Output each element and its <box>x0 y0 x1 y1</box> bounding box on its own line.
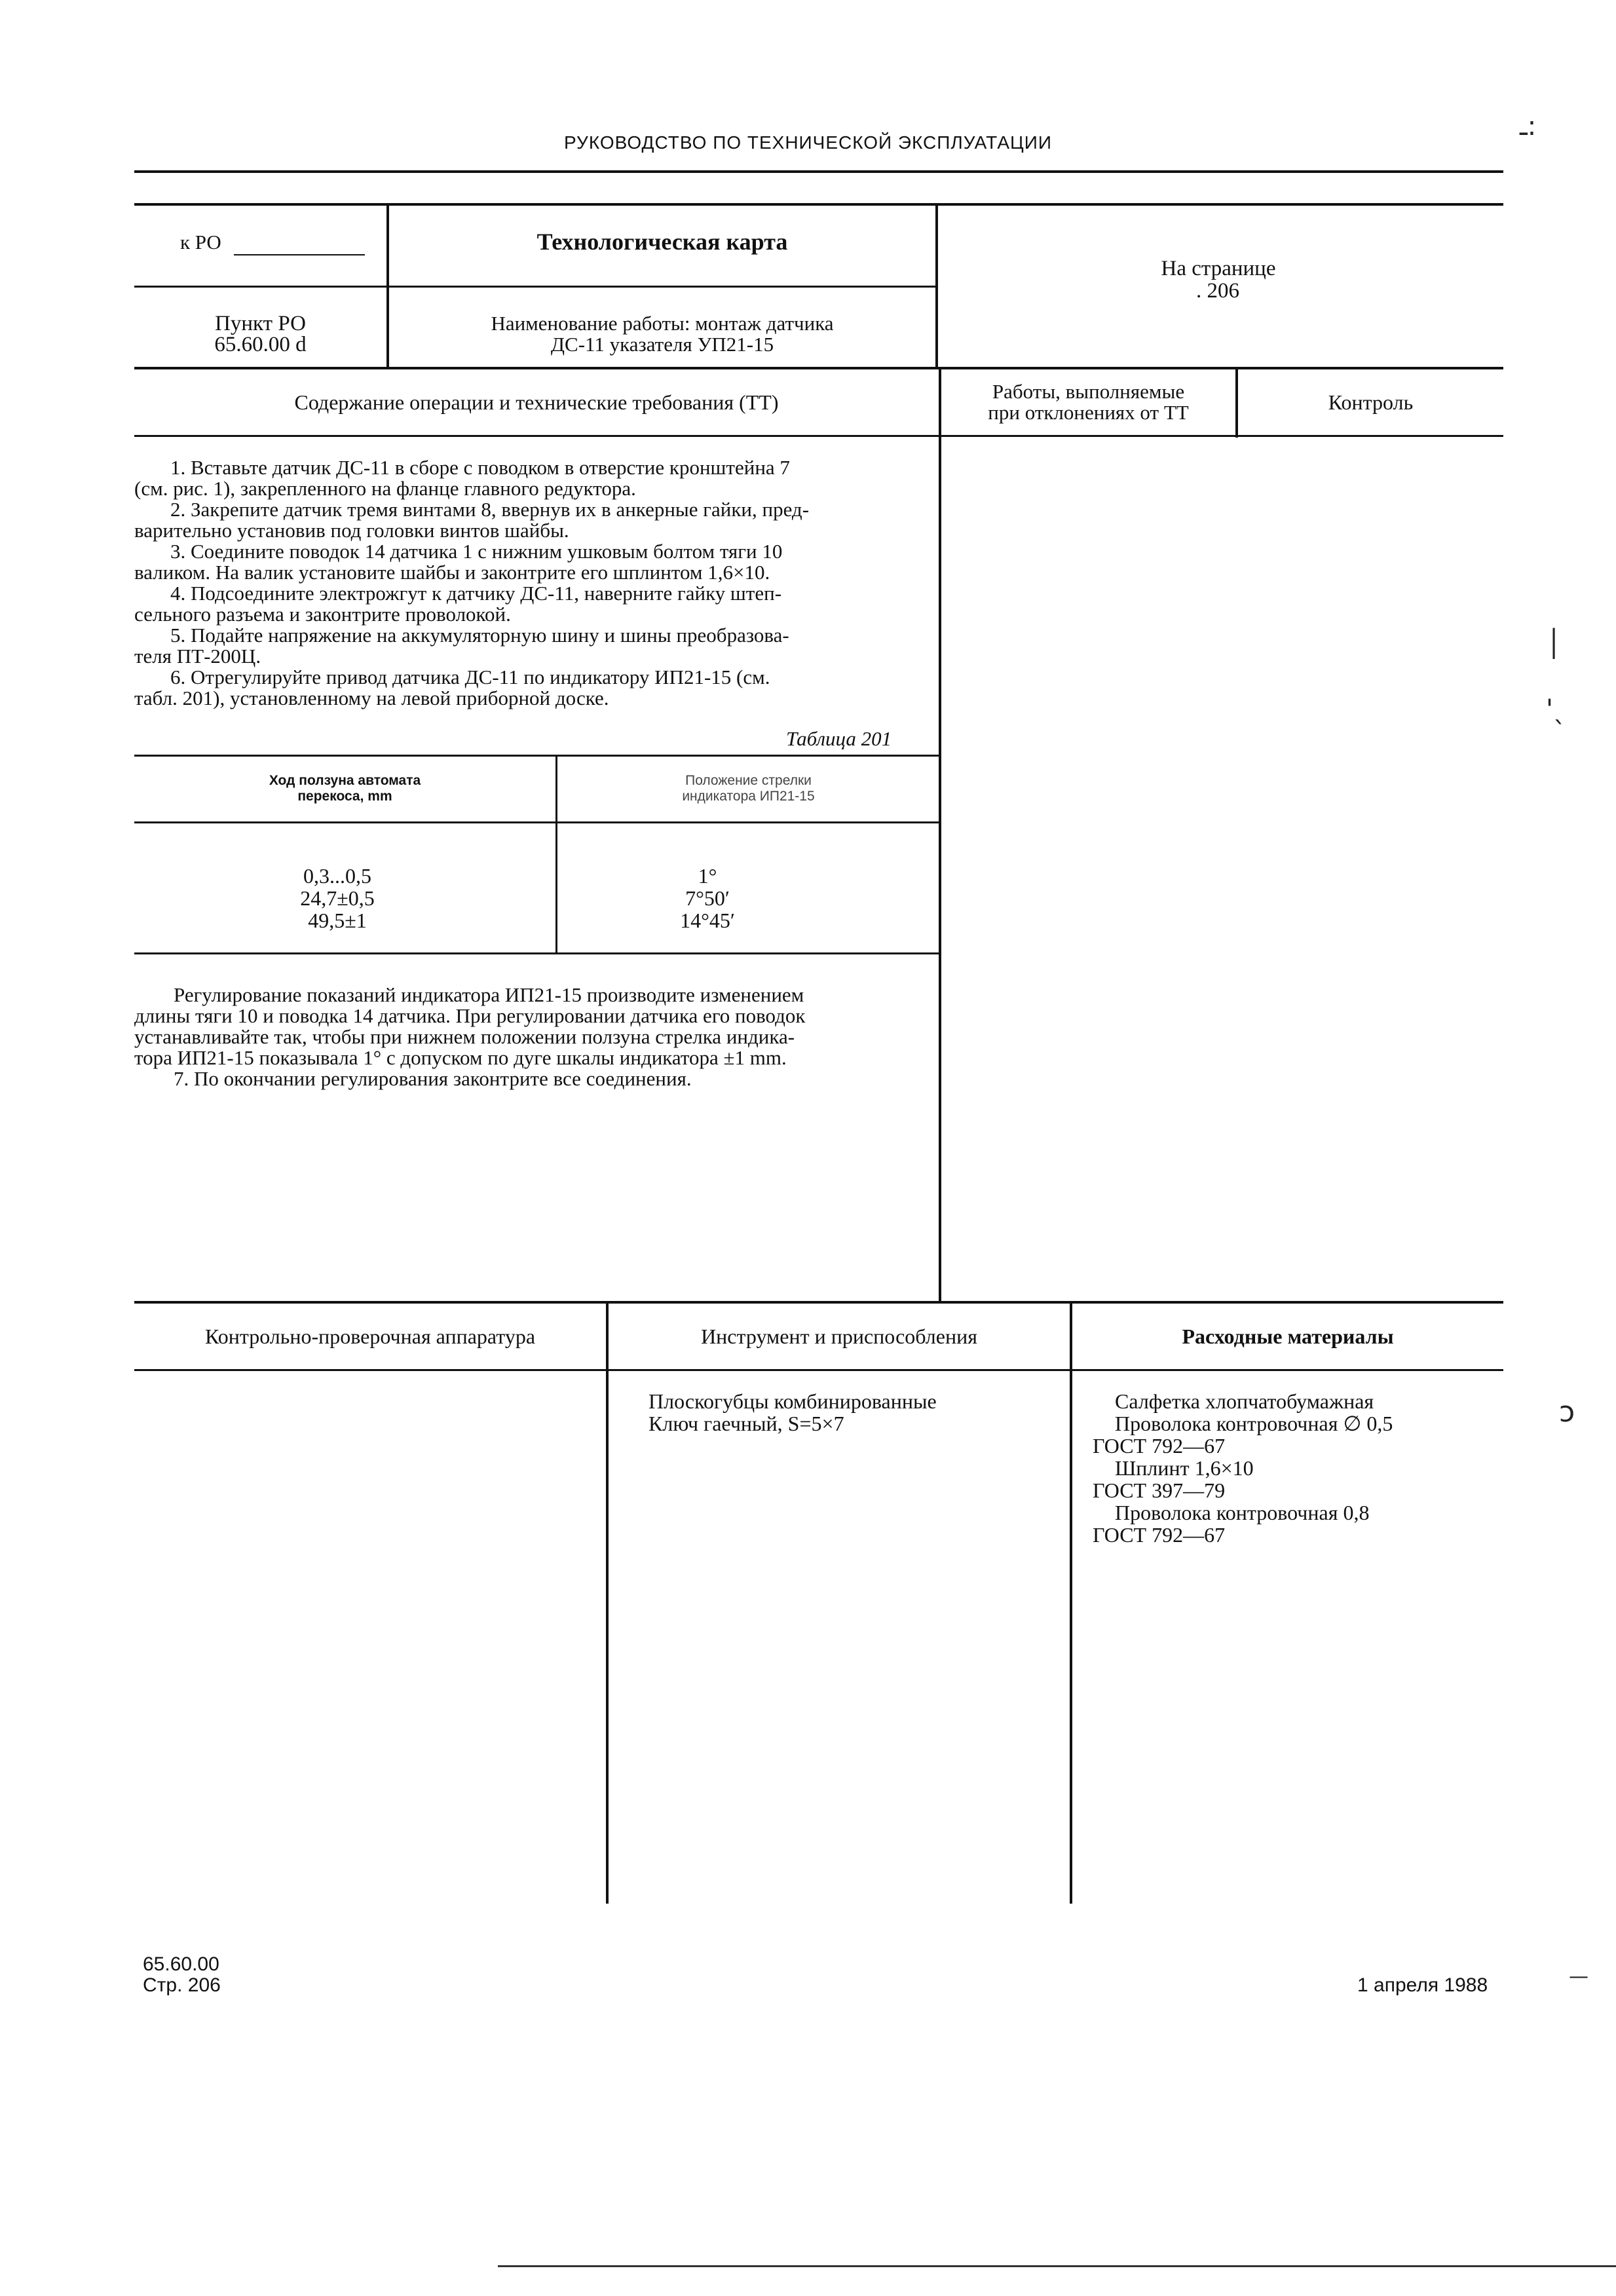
step-line: 6. Отрегулируйте привод датчика ДС-11 по индикатору ИП21-15 (см. <box>170 666 770 688</box>
step-line: варительно установив под головки винтов шайбы. <box>134 519 569 542</box>
table-cell: 14°45′ <box>680 909 735 932</box>
scan-speck: ـ: <box>1520 111 1537 141</box>
bottom-col1-heading: Контрольно-проверочная аппаратура <box>204 1325 536 1348</box>
k-ro-blank-line <box>234 254 365 255</box>
table-caption: Таблица 201 <box>786 727 892 750</box>
bottom-col3-heading: Расходные материалы <box>1182 1325 1394 1348</box>
scan-speck: — <box>1569 1965 1588 1988</box>
table-col2-values <box>642 865 773 932</box>
materials-list <box>1093 1390 1393 1546</box>
text-line: длины тяги 10 и поводка 14 датчика. При регулировании датчика его поводок <box>134 1004 806 1027</box>
text-line: 7. По окончании регулирования законтрите все соединения. <box>174 1067 692 1090</box>
tools-list <box>648 1390 937 1435</box>
tool-item: Ключ гаечный, S=5×7 <box>648 1412 844 1435</box>
material-item: ГОСТ 397—79 <box>1093 1478 1226 1502</box>
work-name-line2: ДС-11 указателя УП21-15 <box>550 333 774 356</box>
step-line: табл. 201), установленному на левой приборной доске. <box>134 687 609 709</box>
material-item: Проволока контровочная ∅ 0,5 <box>1115 1412 1393 1435</box>
card-title: Технологическая карта <box>536 229 788 255</box>
col-content-heading: Содержание операции и технические требования (ТТ) <box>294 390 779 414</box>
bottom-col2-heading: Инструмент и приспособления <box>701 1325 977 1348</box>
table-top-rule <box>134 755 939 757</box>
table-col1-heading: Ход ползуна автомата перекоса, mm <box>269 773 421 804</box>
col-head-rule <box>134 435 1503 437</box>
step-line: сельного разъема и законтрите проволокой. <box>134 603 511 626</box>
item-label: Пункт РО <box>215 312 306 335</box>
header-divider-2 <box>935 203 938 367</box>
k-ro-label: к РО <box>180 231 221 254</box>
header-mid-rule <box>134 286 938 288</box>
table-cell: 49,5±1 <box>308 909 367 932</box>
page-ref: Стр. 206 <box>143 1974 221 1996</box>
col-deviation-heading-1: Работы, выполняемые <box>992 380 1185 403</box>
material-item: Салфетка хлопчатобумажная <box>1115 1389 1374 1413</box>
table-col-divider <box>555 755 557 954</box>
scan-speck: 'ˎ <box>1546 694 1566 725</box>
step-line: 1. Вставьте датчик ДС-11 в сборе с поводком в отверстие кронштейна 7 <box>170 456 790 479</box>
work-name-line1: Наименование работы: монтаж датчика <box>491 312 834 335</box>
step-line: теля ПТ-200Ц. <box>134 645 261 668</box>
table-cell: 7°50′ <box>685 886 730 910</box>
table-cell: 0,3...0,5 <box>303 864 371 888</box>
top-rule-2 <box>134 203 1503 206</box>
material-item: ГОСТ 792—67 <box>1093 1434 1226 1458</box>
text-line: тора ИП21-15 показывала 1° с допуском по дуге шкалы индикатора ±1 mm. <box>134 1046 787 1069</box>
step-line: 2. Закрепите датчик тремя винтами 8, ввернув их в анкерные гайки, пред- <box>170 498 810 521</box>
col-control-heading: Контроль <box>1328 390 1414 414</box>
after-table-block <box>134 985 941 1089</box>
steps-block <box>134 457 941 709</box>
bottom-divider-2 <box>1070 1301 1072 1904</box>
bottom-top-rule <box>134 1301 1503 1304</box>
item-value: 65.60.00 d <box>214 333 307 356</box>
table-cell: 1° <box>698 864 717 888</box>
top-rule <box>134 170 1503 173</box>
step-line: (см. рис. 1), закрепленного на фланце главного редуктора. <box>134 477 636 500</box>
scan-speck: │ <box>1546 629 1562 659</box>
table-col2-heading: Положение стрелки индикатора ИП21-15 <box>682 773 815 804</box>
table-bottom-rule <box>134 952 939 954</box>
text-line: Регулирование показаний индикатора ИП21-15 производите изменением <box>174 983 804 1006</box>
step-line: 3. Соедините поводок 14 датчика 1 с нижним ушковым болтом тяги 10 <box>170 540 783 563</box>
table-head-rule <box>134 821 939 823</box>
material-item: Проволока контровочная 0,8 <box>1115 1501 1370 1524</box>
table-col1-values <box>255 865 419 932</box>
material-item: ГОСТ 792—67 <box>1093 1523 1226 1547</box>
table-cell: 24,7±0,5 <box>300 886 375 910</box>
step-line: валиком. На валик установите шайбы и законтрите его шплинтом 1,6×10. <box>134 561 770 584</box>
bottom-divider-1 <box>606 1301 609 1904</box>
footer-date: 1 апреля 1988 <box>1357 1974 1488 1996</box>
scan-edge-line <box>498 2265 1616 2267</box>
material-item: Шплинт 1,6×10 <box>1115 1456 1254 1480</box>
doc-code: 65.60.00 <box>143 1953 219 1975</box>
text-line: устанавливайте так, чтобы при нижнем положении ползуна стрелка индика- <box>134 1025 795 1048</box>
bottom-head-rule <box>134 1369 1503 1371</box>
tool-item: Плоскогубцы комбинированные <box>648 1389 937 1413</box>
footer-left <box>143 1954 221 1996</box>
running-title: РУКОВОДСТВО ПО ТЕХНИЧЕСКОЙ ЭКСПЛУАТАЦИИ <box>564 132 1052 153</box>
step-line: 4. Подсоедините электрожгут к датчику ДС-11, наверните гайку штеп- <box>170 582 782 605</box>
header-bottom-rule <box>134 367 1503 369</box>
page-number: . 206 <box>1196 279 1239 303</box>
step-line: 5. Подайте напряжение на аккумуляторную шину и шины преобразова- <box>170 624 789 647</box>
col-deviation-heading-2: при отклонениях от ТТ <box>988 401 1189 424</box>
scan-speck: ɔ <box>1559 1395 1575 1429</box>
page-label: На странице <box>1161 257 1276 280</box>
